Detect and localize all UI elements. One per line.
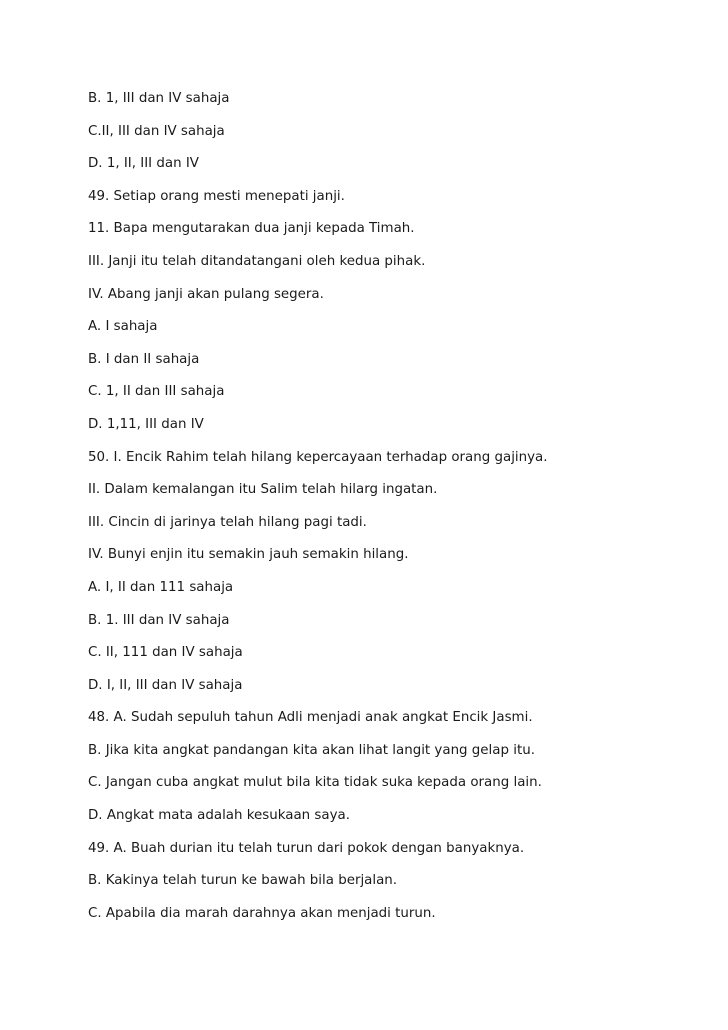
text-line: D. I, II, III dan IV sahaja [88,677,243,693]
text-line: III. Janji itu telah ditandatangani oleh kedua pihak. [88,253,426,269]
question-line: 50. I. Encik Rahim telah hilang kepercayaan terhadap orang gajinya. [88,449,548,465]
text-line: B. I dan II sahaja [88,351,200,367]
text-line: B. 1, III dan IV sahaja [88,91,230,106]
text-line: C. Apabila dia marah darahnya akan menjadi turun. [88,905,436,921]
text-line: 11. Bapa mengutarakan dua janji kepada Timah. [88,221,415,237]
text-line: D. 1,11, III dan IV [88,416,204,432]
question-line: 48. A. Sudah sepuluh tahun Adli menjadi anak angkat Encik Jasmi. [88,710,533,726]
question-text-block [88,89,688,936]
text-line: IV. Abang janji akan pulang segera. [88,286,324,302]
text-line: C.II, III dan IV sahaja [88,123,225,139]
question-line: 49. Setiap orang mesti menepati janji. [88,188,345,204]
text-line: B. Kakinya telah turun ke bawah bila berjalan. [88,873,398,889]
text-line: II. Dalam kemalangan itu Salim telah hilarg ingatan. [88,482,438,498]
text-line: D. 1, II, III dan IV [88,156,199,172]
text-line: C. Jangan cuba angkat mulut bila kita tidak suka kepada orang lain. [88,775,542,791]
text-line: A. I sahaja [88,319,158,335]
text-line: B. 1. III dan IV sahaja [88,612,230,628]
text-line: IV. Bunyi enjin itu semakin jauh semakin hilang. [88,547,409,563]
question-line: 49. A. Buah durian itu telah turun dari pokok dengan banyaknya. [88,840,525,856]
text-line: B. Jika kita angkat pandangan kita akan lihat langit yang gelap itu. [88,742,535,758]
text-line: A. I, II dan 111 sahaja [88,579,234,595]
text-line: D. Angkat mata adalah kesukaan saya. [88,808,350,824]
text-line: C. II, 111 dan IV sahaja [88,645,243,661]
text-line: C. 1, II dan III sahaja [88,384,225,400]
text-line: III. Cincin di jarinya telah hilang pagi tadi. [88,514,367,530]
